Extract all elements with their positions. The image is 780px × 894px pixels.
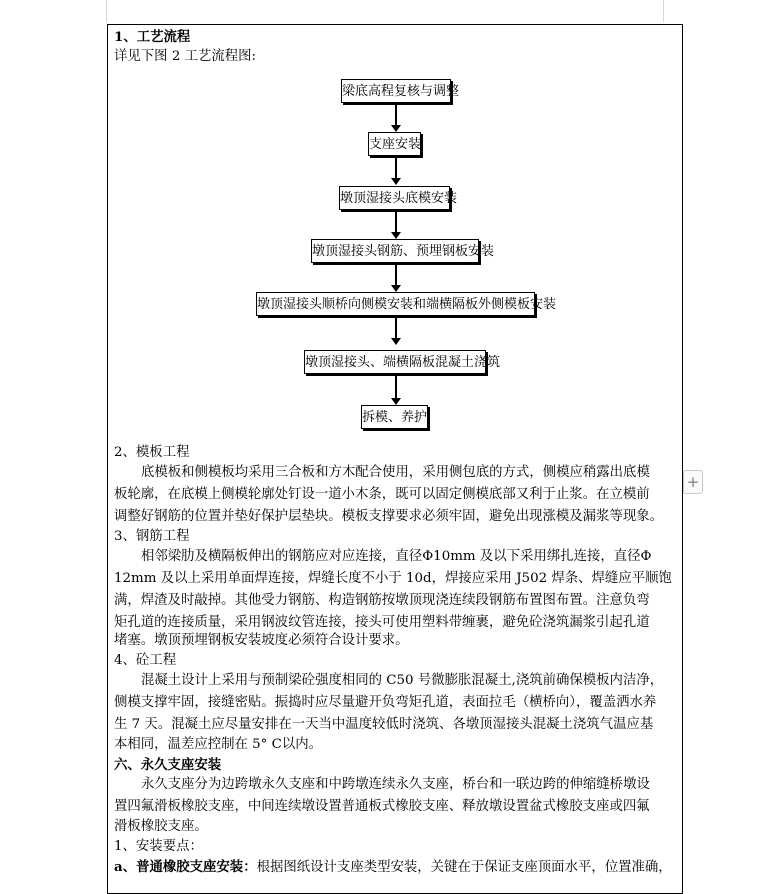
add-row-button[interactable]: + [683,470,703,494]
flow-arrow-head-6 [391,398,401,405]
flow-step-1: 梁底高程复核与调整 [341,79,451,103]
formwork-line-1: 底模板和侧模板均采用三合板和方木配合使用，采用侧包底的方式，侧模应稍露出底模 [141,465,650,480]
section-heading-concrete: 4、砼工程 [114,653,177,668]
flow-arrow-3 [395,210,397,232]
flow-arrow-head-4 [391,285,401,292]
flow-arrow-head-2 [391,178,401,185]
formwork-line-2: 板轮廓，在底模上侧模轮廓处钉设一道小木条，既可以固定侧模底部又利于止浆。在立模前 [114,487,650,502]
formwork-line-3: 调整好钢筋的位置并垫好保护层垫块。模板支撑要求必须牢固，避免出现涨模及漏浆等现象。 [114,509,664,524]
flow-arrow-6 [395,374,397,398]
section-heading-bearings: 六、永久支座安装 [114,757,222,773]
section-heading-rebar: 3、钢筋工程 [114,529,190,544]
section-heading-process: 1、工艺流程 [114,29,191,45]
flow-arrow-2 [395,156,397,178]
flow-step-2: 支座安装 [368,132,421,156]
flow-arrow-5 [395,316,397,338]
flow-step-4: 墩顶湿接头钢筋、预埋钢板安装 [311,239,479,263]
concrete-line-4: 本相同，温差应控制在 5° C以内。 [114,737,323,752]
flow-arrow-head-5 [391,338,401,345]
concrete-line-3: 生 7 天。混凝土应尽量安排在一天当中温度较低时浇筑、各墩顶湿接头混凝土浇筑气温应基 [114,717,654,732]
rebar-line-1: 相邻梁肋及横隔板伸出的钢筋应对应连接，直径Φ10mm 及以下采用绑扎连接，直径Φ [141,549,652,564]
page-top-margin [106,0,664,22]
bearings-line-3: 滑板橡胶支座。 [114,819,208,834]
install-point-a-label: a、普通橡胶支座安装： [114,859,257,875]
install-points-heading: 1、安装要点： [114,839,203,854]
rebar-line-4: 矩孔道的连接质量，采用钢波纹管连接，接头可使用塑料带缠裹，避免砼浇筑漏浆引起孔道 [114,615,650,630]
section-heading-formwork: 2、模板工程 [114,445,190,460]
flow-step-5: 墩顶湿接头顺桥向侧模安装和端横隔板外侧模板安装 [256,292,535,316]
concrete-line-2: 侧模支撑牢固，接缝密贴。振捣时应尽量避开负弯矩孔道，表面拉毛（横桥向），覆盖洒水养 [114,695,657,710]
install-point-a [114,857,672,878]
bearings-line-2: 置四氟滑板橡胶支座，中间连续墩设置普通板式橡胶支座、释放墩设置盆式橡胶支座或四氟 [114,799,650,814]
install-point-a-text: 根据图纸设计支座类型安装，关键在于保证支座顶面水平，位置准确， [256,860,672,875]
rebar-line-3: 满，焊渣及时敲掉。其他受力钢筋、构造钢筋按墩顶现浇连续段钢筋布置图布置。注意负弯 [114,593,650,608]
flow-arrow-head-3 [391,232,401,239]
flow-step-7: 拆模、养护 [361,405,428,429]
flow-arrow-1 [395,103,397,125]
flow-step-3: 墩顶湿接头底模安装 [339,186,450,210]
flow-step-6: 墩顶湿接头、端横隔板混凝土浇筑 [304,350,486,374]
rebar-line-2: 12mm 及以上采用单面焊连接，焊缝长度不小于 10d，焊接应采用 J502 焊条、焊缝应平顺饱 [114,571,672,586]
process-intro-text: 详见下图 2 工艺流程图: [114,49,257,64]
bearings-line-1: 永久支座分为边跨墩永久支座和中跨墩连续永久支座，桥台和一联边跨的伸缩缝桥墩设 [141,777,650,792]
flow-arrow-4 [395,263,397,285]
concrete-line-1: 混凝土设计上采用与预制梁砼强度相同的 C50 号微膨胀混凝土,浇筑前确保模板内洁净， [141,673,664,688]
flow-arrow-head-1 [391,125,401,132]
rebar-line-5: 堵塞。墩顶预埋钢板安装坡度必须符合设计要求。 [114,633,409,648]
